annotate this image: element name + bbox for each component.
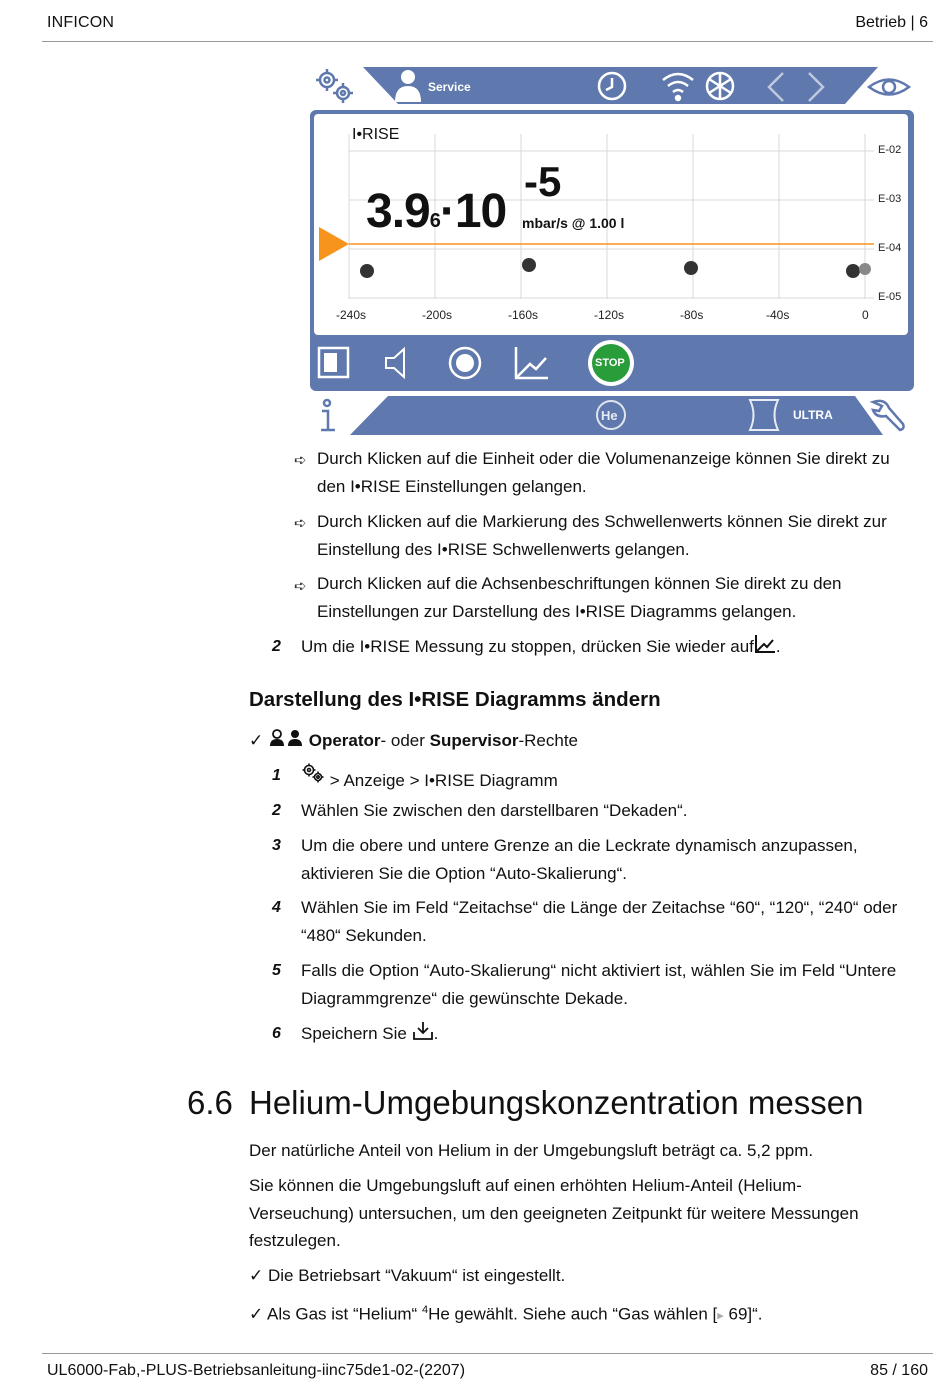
leak-rate-exponent: -5 <box>524 158 562 205</box>
step-line: aktivieren Sie die Option “Auto-Skalierung“. <box>301 863 627 883</box>
step-text-body: > Anzeige > I•RISE Diagramm <box>329 771 558 790</box>
check-icon: ✓ <box>249 731 264 750</box>
footer-divider <box>42 1353 933 1354</box>
step-text <box>301 633 781 661</box>
step-line: Falls die Option “Auto-Skalierung“ nicht aktiviert ist, wählen Sie im Feld “Untere <box>301 961 897 980</box>
leak-rate-mantissa: 3.9 <box>366 185 430 238</box>
data-point <box>859 263 871 275</box>
eye-icon[interactable] <box>869 80 909 95</box>
step-text-end: . <box>433 1024 439 1043</box>
prerequisite-text: Die Betriebsart “Vakuum“ ist eingestellt. <box>267 1266 566 1285</box>
rights-line <box>249 727 578 755</box>
prerequisite-item <box>249 1297 763 1329</box>
step-line: “480“ Sekunden. <box>301 925 427 945</box>
check-icon: ✓ <box>249 1304 268 1324</box>
footer-document-id: UL6000-Fab,-PLUS-Betriebsanleitung-iinc75de1-02-(2207) <box>47 1362 466 1379</box>
result-bullet <box>317 445 890 500</box>
gears-icon <box>301 762 325 784</box>
wrench-icon[interactable] <box>873 401 904 430</box>
paragraph-line: festzulegen. <box>249 1231 341 1250</box>
supervisor-icon <box>286 729 304 747</box>
prerequisite-text: He gewählt. Siehe auch “Gas wählen [ <box>428 1304 718 1324</box>
section-number: 6.6 <box>187 1084 233 1121</box>
bullet-line: Einstellung des I•RISE Schwellenwerts gelangen. <box>317 539 690 559</box>
user-role-label[interactable]: Service <box>428 80 471 94</box>
step-number: 6 <box>272 1025 281 1042</box>
section-heading: Helium-Umgebungskonzentration messen <box>249 1084 864 1121</box>
display-panel <box>310 110 914 391</box>
record-icon[interactable] <box>450 348 480 378</box>
result-bullet <box>317 508 887 563</box>
threshold-marker <box>319 227 349 261</box>
result-arrow-icon: ➪ <box>294 515 307 532</box>
supervisor-label: Supervisor <box>429 731 519 750</box>
prerequisite-text: Als Gas ist “Helium“ <box>267 1304 422 1324</box>
rights-suffix: -Rechte <box>518 731 578 750</box>
check-icon: ✓ <box>249 1266 268 1285</box>
stop-square-icon[interactable] <box>319 348 348 377</box>
data-point <box>522 258 536 272</box>
header-chapter: Betrieb | 6 <box>855 14 928 31</box>
footer-page-number: 85 / 160 <box>870 1362 928 1379</box>
step-line: Um die obere und untere Grenze an die Leckrate dynamisch anzupassen, <box>301 836 858 855</box>
data-point <box>360 264 374 278</box>
bullet-line: Einstellungen zur Darstellung des I•RISE Diagramms gelangen. <box>317 601 797 621</box>
bullet-line: Durch Klicken auf die Markierung des Schwellenwerts können Sie direkt zur <box>317 512 887 531</box>
mode-label-prefix: I• <box>352 126 363 143</box>
header-brand: INFICON <box>47 14 115 31</box>
step-number: 2 <box>272 638 281 655</box>
step-text: Wählen Sie zwischen den darstellbaren “Dekaden“. <box>301 801 688 820</box>
y-tick[interactable]: E-04 <box>878 242 902 254</box>
operator-label: Operator <box>308 731 381 750</box>
chart-icon <box>754 634 776 654</box>
save-icon <box>412 1021 434 1041</box>
stop-button-label[interactable]: STOP <box>595 357 625 369</box>
leak-rate-subdigit: 6 <box>429 210 440 232</box>
gas-label[interactable]: He <box>601 408 618 423</box>
device-top-bar <box>313 62 917 110</box>
y-tick[interactable]: E-03 <box>878 193 902 205</box>
x-tick[interactable]: -240s <box>336 308 367 322</box>
y-tick[interactable]: E-02 <box>878 144 902 156</box>
paragraph-line: Sie können die Umgebungsluft auf einen erhöhten Helium-Anteil (Helium- <box>249 1176 802 1195</box>
irise-plot[interactable] <box>314 114 908 335</box>
isotope-superscript: 4 <box>421 1304 429 1316</box>
info-icon[interactable] <box>321 400 335 430</box>
unit-label[interactable]: mbar/s @ 1.00 l <box>522 215 625 231</box>
step-text-end: . <box>775 637 781 656</box>
step-number: 3 <box>272 837 281 854</box>
chart-icon[interactable] <box>516 347 548 378</box>
leak-rate-value <box>366 184 506 239</box>
prerequisite-item <box>249 1262 565 1290</box>
mode-ultra-label[interactable]: ULTRA <box>793 408 833 422</box>
gears-icon[interactable] <box>316 69 353 103</box>
header-divider <box>42 41 933 42</box>
result-arrow-icon: ➪ <box>294 452 307 469</box>
device-screenshot <box>313 62 917 438</box>
paragraph <box>249 1172 859 1255</box>
leak-rate-times: ·10 <box>439 185 507 238</box>
paragraph-line: Verseuchung) untersuchen, um den geeigneten Zeitpunkt für weitere Messungen <box>249 1203 859 1223</box>
step-text <box>301 957 896 1012</box>
step-number: 1 <box>272 767 281 784</box>
bullet-line: den I•RISE Einstellungen gelangen. <box>317 476 587 496</box>
speaker-icon[interactable] <box>386 349 404 377</box>
operator-icon <box>268 729 286 747</box>
x-tick[interactable]: -80s <box>680 308 704 322</box>
mode-label[interactable] <box>352 126 399 144</box>
step-text-body: Speichern Sie <box>301 1024 407 1043</box>
x-tick[interactable]: -200s <box>422 308 453 322</box>
step-text <box>301 832 858 887</box>
result-bullet <box>317 570 842 625</box>
step-number: 4 <box>272 899 281 916</box>
bullet-line: Durch Klicken auf die Einheit oder die Volumenanzeige können Sie direkt zu <box>317 449 890 468</box>
step-text-body: Um die I•RISE Messung zu stoppen, drücken Sie wieder auf <box>301 637 754 656</box>
step-line: Wählen Sie im Feld “Zeitachse“ die Länge der Zeitachse “60“, “120“, “240“ oder <box>301 898 898 917</box>
step-number: 5 <box>272 962 281 979</box>
x-tick[interactable]: -40s <box>766 308 790 322</box>
step-text <box>301 894 897 949</box>
prerequisite-text: 69]“. <box>723 1304 763 1324</box>
result-arrow-icon: ➪ <box>294 578 307 595</box>
bullet-line: Durch Klicken auf die Achsenbeschriftungen können Sie direkt zu den <box>317 574 842 593</box>
paragraph: Der natürliche Anteil von Helium in der Umgebungsluft beträgt ca. 5,2 ppm. <box>249 1141 814 1160</box>
step-text <box>301 1020 438 1048</box>
step-text <box>301 762 558 795</box>
x-tick[interactable]: 0 <box>862 308 869 322</box>
data-point <box>684 261 698 275</box>
mode-label-suffix: RISE <box>362 126 400 143</box>
x-tick[interactable]: -120s <box>594 308 625 322</box>
step-number: 2 <box>272 802 281 819</box>
section-title: Darstellung des I•RISE Diagramms ändern <box>249 688 661 711</box>
x-tick[interactable]: -160s <box>508 308 539 322</box>
rights-separator: - oder <box>380 731 430 750</box>
y-tick[interactable]: E-05 <box>878 291 902 303</box>
step-line: Diagrammgrenze“ die gewünschte Dekade. <box>301 988 628 1008</box>
data-point <box>846 264 860 278</box>
page-link-icon[interactable]: ▸ <box>717 1307 724 1323</box>
